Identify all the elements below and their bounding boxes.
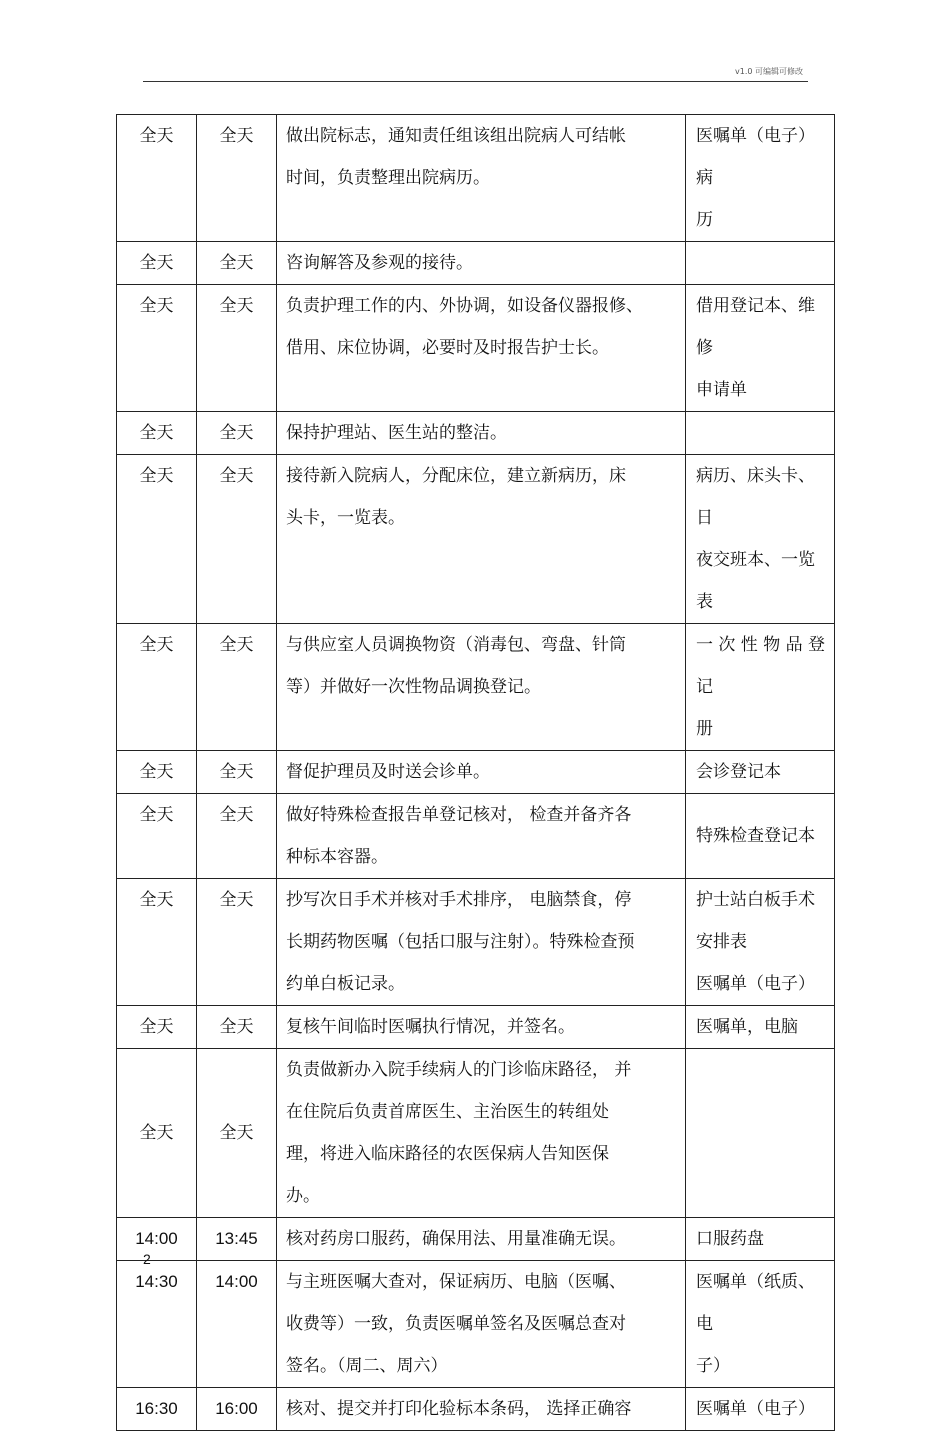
end-time-cell: 全天	[197, 285, 277, 412]
task-cell: 负责护理工作的内、外协调，如设备仪器报修、 借用、床位协调，必要时及时报告护士长。	[277, 285, 686, 412]
task-cell: 抄写次日手术并核对手术排序， 电脑禁食，停 长期药物医嘱（包括口服与注射）。特殊检查预 约单白板记录。	[277, 879, 686, 1006]
task-cell: 负责做新办入院手续病人的门诊临床路径， 并 在住院后负责首席医生、主治医生的转组处 理，将进入临床路径的农医保病人告知医保 办。	[277, 1049, 686, 1218]
record-cell	[686, 412, 835, 455]
table-row	[117, 455, 835, 624]
task-cell: 咨询解答及参观的接待。	[277, 242, 686, 285]
task-cell: 做好特殊检查报告单登记核对， 检查并备齐各 种标本容器。	[277, 794, 686, 879]
header-rule	[143, 81, 808, 82]
start-time-cell: 全天	[117, 115, 197, 242]
start-time-cell: 全天	[117, 751, 197, 794]
start-time-cell: 全天	[117, 1006, 197, 1049]
version-note: v1.0 可编辑可修改	[735, 67, 803, 76]
table-row	[117, 242, 835, 285]
start-time-cell: 全天	[117, 794, 197, 879]
task-cell: 与供应室人员调换物资（消毒包、弯盘、针筒 等）并做好一次性物品调换登记。	[277, 624, 686, 751]
start-time-cell: 全天	[117, 285, 197, 412]
record-cell	[686, 1049, 835, 1218]
record-cell: 病历、床头卡、日 夜交班本、一览表	[686, 455, 835, 624]
table-row	[117, 624, 835, 751]
start-time-cell: 14:30	[117, 1261, 197, 1388]
start-time-cell: 全天	[117, 412, 197, 455]
record-cell: 一 次 性 物 品 登 记 册	[686, 624, 835, 751]
table-row	[117, 751, 835, 794]
end-time-cell: 全天	[197, 879, 277, 1006]
end-time-cell: 全天	[197, 242, 277, 285]
end-time-cell: 全天	[197, 624, 277, 751]
end-time-cell: 全天	[197, 455, 277, 624]
end-time-cell: 全天	[197, 412, 277, 455]
table-row	[117, 794, 835, 879]
task-cell: 做出院标志，通知责任组该组出院病人可结帐 时间，负责整理出院病历。	[277, 115, 686, 242]
start-time-cell: 全天	[117, 455, 197, 624]
start-time-cell: 全天	[117, 242, 197, 285]
table-row	[117, 1006, 835, 1049]
page-number: 2	[143, 1251, 151, 1267]
start-time-cell: 16:30	[117, 1388, 197, 1431]
task-cell: 与主班医嘱大查对，保证病历、电脑（医嘱、 收费等）一致，负责医嘱单签名及医嘱总查对 签名。（周二、周六）	[277, 1261, 686, 1388]
table-row	[117, 412, 835, 455]
table-row	[117, 1049, 835, 1218]
end-time-cell: 全天	[197, 751, 277, 794]
record-cell: 借用登记本、维修 申请单	[686, 285, 835, 412]
end-time-cell: 16:00	[197, 1388, 277, 1431]
record-cell: 特殊检查登记本	[686, 794, 835, 879]
start-time-cell: 全天	[117, 879, 197, 1006]
record-cell: 医嘱单（电子）	[686, 1388, 835, 1431]
record-cell: 口服药盘	[686, 1218, 835, 1261]
task-cell: 核对、提交并打印化验标本条码， 选择正确容	[277, 1388, 686, 1431]
start-time-cell: 全天	[117, 1049, 197, 1218]
start-time-cell: 14:00	[117, 1218, 197, 1261]
record-cell	[686, 242, 835, 285]
end-time-cell: 13:45	[197, 1218, 277, 1261]
task-cell: 保持护理站、医生站的整洁。	[277, 412, 686, 455]
table-row	[117, 1218, 835, 1261]
start-time-cell: 全天	[117, 624, 197, 751]
end-time-cell: 全天	[197, 794, 277, 879]
record-cell: 医嘱单（电子）病 历	[686, 115, 835, 242]
table-row	[117, 115, 835, 242]
task-cell: 督促护理员及时送会诊单。	[277, 751, 686, 794]
end-time-cell: 全天	[197, 1049, 277, 1218]
end-time-cell: 全天	[197, 115, 277, 242]
end-time-cell: 14:00	[197, 1261, 277, 1388]
end-time-cell: 全天	[197, 1006, 277, 1049]
record-cell: 医嘱单（纸质、电 子）	[686, 1261, 835, 1388]
task-cell: 核对药房口服药，确保用法、用量准确无误。	[277, 1218, 686, 1261]
task-cell: 复核午间临时医嘱执行情况，并签名。	[277, 1006, 686, 1049]
table-row	[117, 879, 835, 1006]
table-row	[117, 1388, 835, 1431]
table-row	[117, 1261, 835, 1388]
schedule-table	[116, 114, 835, 1431]
record-cell: 会诊登记本	[686, 751, 835, 794]
table-row	[117, 285, 835, 412]
record-cell: 医嘱单，电脑	[686, 1006, 835, 1049]
task-cell: 接待新入院病人，分配床位，建立新病历，床 头卡，一览表。	[277, 455, 686, 624]
record-cell: 护士站白板手术 安排表 医嘱单（电子）	[686, 879, 835, 1006]
